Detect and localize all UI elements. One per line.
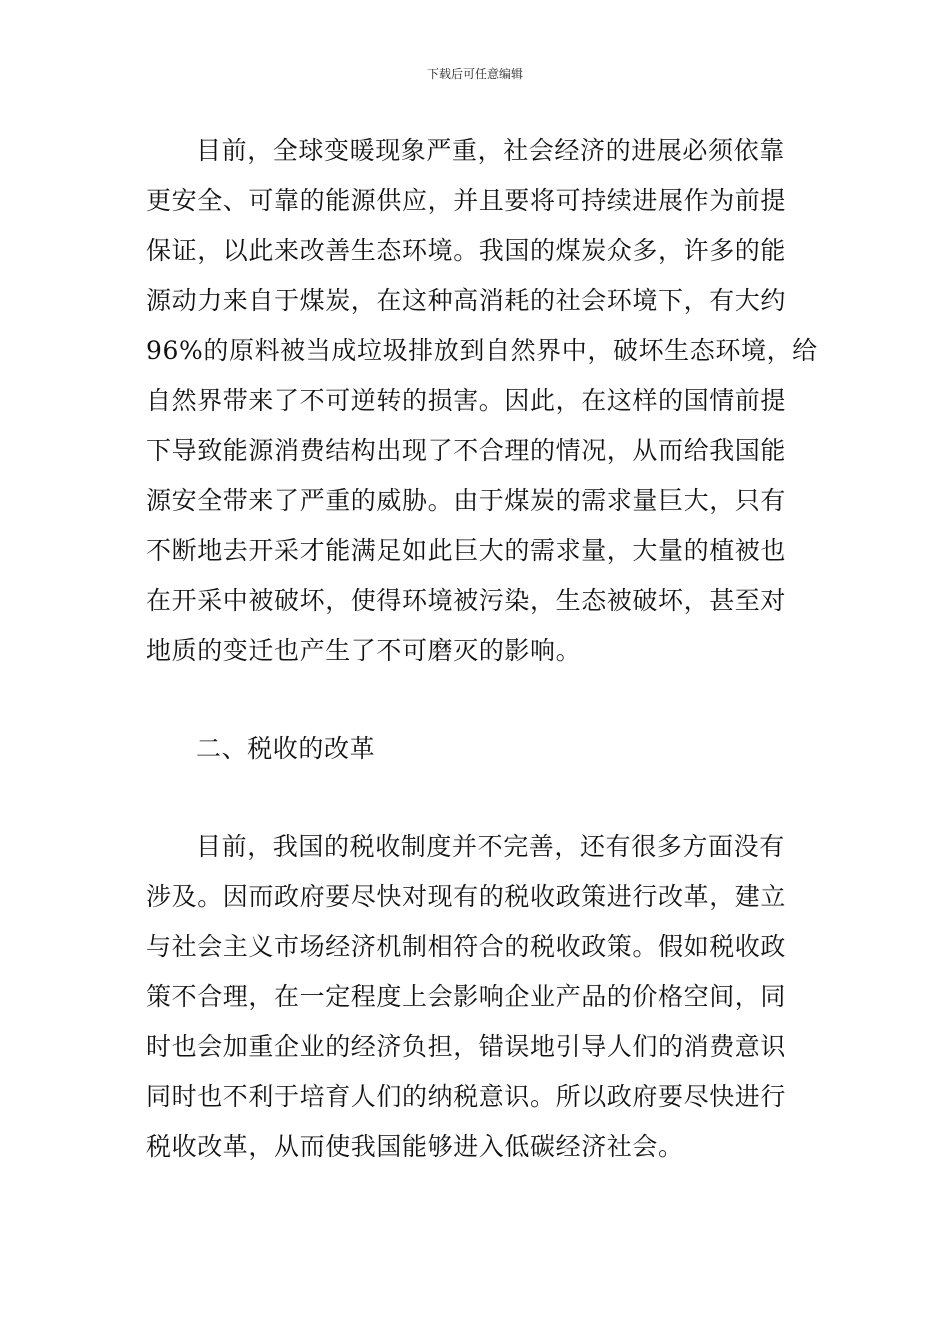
page-header: 下载后可任意编辑 [426, 67, 523, 81]
paragraph-line: 不断地去开采才能满足如此巨大的需求量，大量的植被也 [146, 536, 787, 565]
paragraph-line: 下导致能源消费结构出现了不合理的情况，从而给我国能 [146, 436, 787, 465]
paragraph-line: 96%的原料被当成垃圾排放到自然界中，破坏生态环境，给 [146, 336, 818, 365]
paragraph-line: 涉及。因而政府要尽快对现有的税收政策进行改革，建立 [146, 882, 787, 911]
paragraph-line: 策不合理，在一定程度上会影响企业产品的价格空间，同 [146, 982, 787, 1011]
paragraph-line: 源动力来自于煤炭，在这种高消耗的社会环境下，有大约 [146, 286, 787, 315]
section-heading: 二、税收的改革 [196, 734, 376, 763]
paragraph-line: 源安全带来了严重的威胁。由于煤炭的需求量巨大，只有 [146, 486, 787, 515]
paragraph-line: 更安全、可靠的能源供应，并且要将可持续进展作为前提 [146, 186, 787, 215]
paragraph-line: 税收改革，从而使我国能够进入低碳经济社会。 [146, 1132, 684, 1161]
paragraph-line: 地质的变迁也产生了不可磨灭的影响。 [146, 636, 582, 665]
paragraph-line: 保证，以此来改善生态环境。我国的煤炭众多，许多的能 [146, 236, 787, 265]
paragraph-line: 与社会主义市场经济机制相符合的税收政策。假如税收政 [146, 932, 787, 961]
paragraph-line: 自然界带来了不可逆转的损害。因此，在这样的国情前提 [146, 386, 787, 415]
paragraph-line: 目前，我国的税收制度并不完善，还有很多方面没有 [196, 832, 785, 861]
paragraph-line: 目前，全球变暖现象严重，社会经济的进展必须依靠 [196, 136, 785, 165]
paragraph-line: 同时也不利于培育人们的纳税意识。所以政府要尽快进行 [146, 1082, 787, 1111]
paragraph-line: 在开采中被破坏，使得环境被污染，生态被破坏，甚至对 [146, 586, 787, 615]
paragraph-line: 时也会加重企业的经济负担，错误地引导人们的消费意识 [146, 1032, 787, 1061]
